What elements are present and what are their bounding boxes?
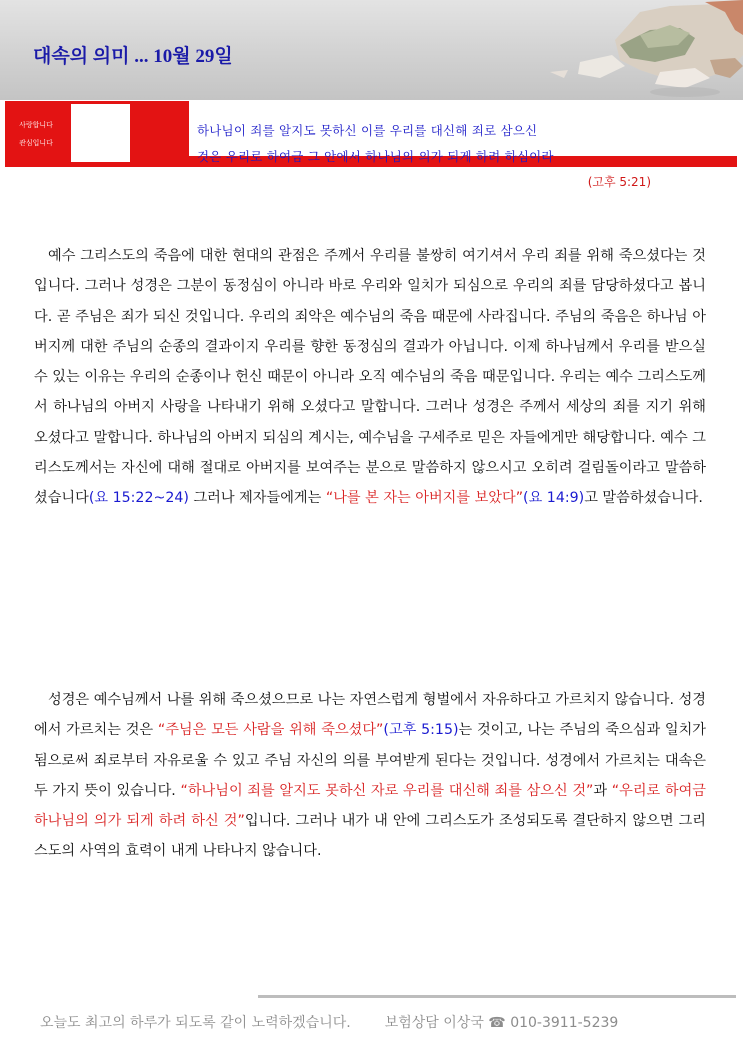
paragraph-1-ref-1: (요 15:22~24) bbox=[88, 490, 189, 507]
paragraph-2-quote-1: “주님은 모든 사람을 위해 죽으셨다” bbox=[157, 722, 384, 739]
paragraph-1-text-a: 예수 그리스도의 죽음에 대한 현대의 관점은 주께서 우리를 불쌍히 여기셔서 우리 죄를 위해 죽으셨다는 것입니다. 그러나 성경은 그분이 동정심이 아니라 바로 우리와 일치가 되심으로 우리의 죄를 담당하셨다고 봅니다. 곧 주님은 죄가 되신 것입니다. 우리의 죄악은 예수님의 죽음 때문에 사라집니다. 주님의 죽음은 하나님 아버지께 대한 주님의 순종의 결과이지 우리를 향한 동정심의 결과가 아닙니다. 이제 하나님께서 우리를 받으실 수 있는 이유는 우리의 순종이나 헌신 때문이 아니라 오직 예수님의 죽음 때문입니다. 우리는 예수 그리스도께서 하나님의 아버지 사랑을 나타내기 위해 오셨다고 말합니다. 그러나 성경은 주께서 세상의 죄를 지기 위해 오셨다고 말합니다. 하나님의 아버지 되심의 계시는, 예수님을 구세주로 믿은 자들에게만 해당합니다. 예수 그리스도께서는 자신에 대해 절대로 아버지를 보여주는 분으로 말씀하지 않으시고 오히려 걸림돌이라고 말씀하셨습니다 bbox=[34, 248, 706, 507]
badge-white-box bbox=[71, 104, 130, 162]
broken-piggy-bank-illustration bbox=[520, 0, 743, 100]
phone-icon: ☎ bbox=[488, 1015, 506, 1031]
paragraph-2-text-d: 입니다. 그러나 내가 내 안에 그리스도가 조성되도록 결단하지 않으면 그리스도의 사역의 효력이 내게 나타나지 않습니다. bbox=[34, 813, 706, 860]
paragraph-2-quote-2: “하나님이 죄를 알지도 못하신 자로 우리를 대신해 죄를 삼으신 것” bbox=[180, 782, 594, 799]
badge-label-love: 사랑합니다 bbox=[19, 121, 53, 129]
paragraph-2 bbox=[34, 685, 706, 867]
paragraph-1-quote: “나를 본 자는 아버지를 보았다” bbox=[325, 490, 524, 507]
paragraph-1-ref-2: (요 14:9) bbox=[523, 490, 585, 507]
paragraph-2-text-b: 는 것이고, 나는 주님의 죽으심과 일치가 됨으로써 죄로부터 자유로울 수 있고 주님 자신의 의를 부여받게 된다는 것입니다. 성경에서 가르치는 대속은 두 가지 뜻이 있습니다. bbox=[34, 722, 707, 799]
paragraph-1-text-b: 그러나 제자들에게는 bbox=[188, 490, 326, 507]
footer-contact-label: 보험상담 이상국 bbox=[384, 1015, 484, 1031]
paragraph-2-text-a: 성경은 예수님께서 나를 위해 죽으셨으므로 나는 자연스럽게 형벌에서 자유하다고 가르치지 않습니다. 성경에서 가르치는 것은 bbox=[34, 692, 706, 739]
header-banner bbox=[0, 0, 743, 100]
badge-label-care: 관심입니다 bbox=[19, 139, 53, 147]
paragraph-2-text-c: 과 bbox=[593, 782, 612, 799]
verse-line-2: 것은 우리로 하여금 그 안에서 하나님의 의가 되게 하려 하심이라 bbox=[197, 149, 554, 164]
footer-phone: 010-3911-5239 bbox=[510, 1015, 619, 1031]
verse-line-1: 하나님이 죄를 알지도 못하신 이를 우리를 대신해 죄로 삼으신 bbox=[197, 123, 538, 138]
paragraph-2-ref-1: (고후 5:15) bbox=[383, 722, 459, 739]
page-title: 대속의 의미 ... 10월 29일 bbox=[33, 46, 233, 67]
footer-divider bbox=[258, 995, 736, 998]
paragraph-2-quote-3: “우리로 하여금 하나님의 의가 되게 하려 하신 것” bbox=[34, 782, 707, 830]
paragraph-1-text-c: 고 말씀하셨습니다. bbox=[584, 490, 703, 507]
footer bbox=[40, 1012, 618, 1032]
footer-slogan: 오늘도 최고의 하루가 되도록 같이 노력하겠습니다. bbox=[40, 1015, 351, 1031]
paragraph-1 bbox=[34, 241, 706, 514]
verse-reference: (고후 5:21) bbox=[587, 175, 651, 189]
